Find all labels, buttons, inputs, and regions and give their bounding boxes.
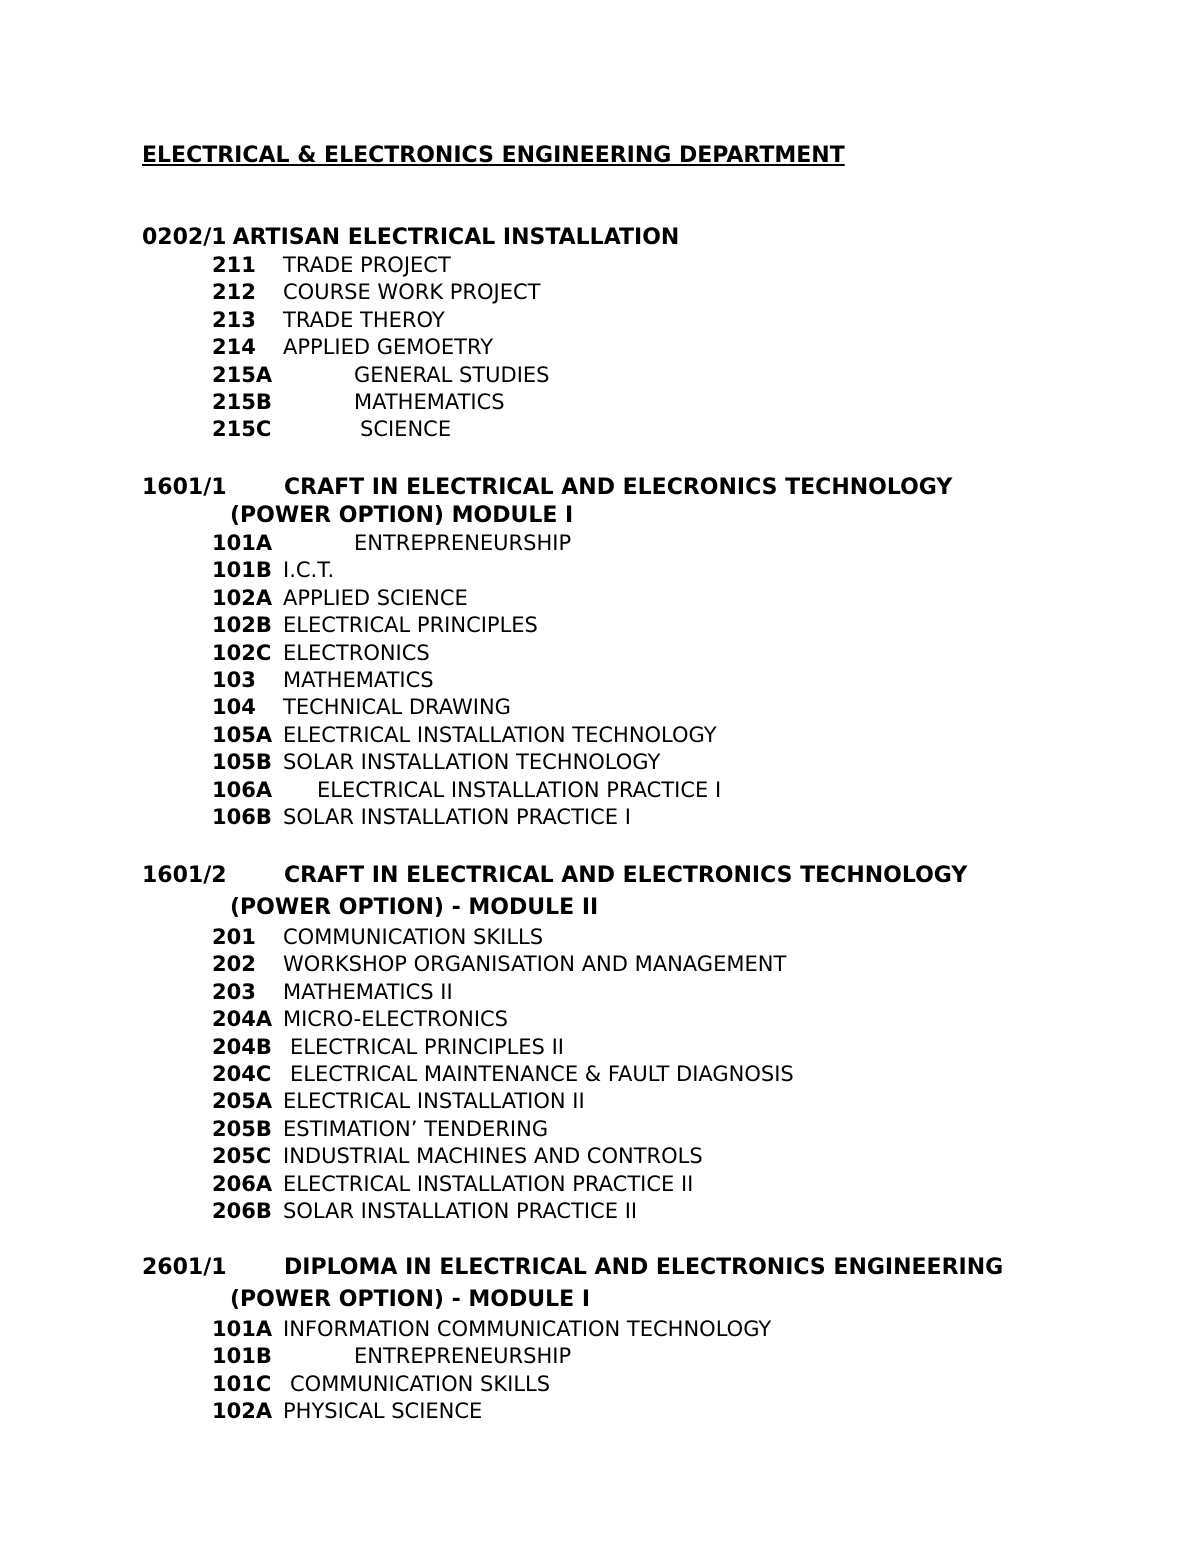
subject-name: ENTREPRENEURSHIP xyxy=(354,531,572,555)
subject-code: 202 xyxy=(212,952,256,977)
subject-code: 102B xyxy=(212,613,272,638)
subject-name: APPLIED GEMOETRY xyxy=(283,335,494,360)
subject-code: 104 xyxy=(212,695,256,720)
subject-name: ELECTRICAL MAINTENANCE & FAULT DIAGNOSIS xyxy=(290,1061,794,1086)
section-artisan-electrical-installation xyxy=(142,224,1142,444)
subject-code: 203 xyxy=(212,979,256,1004)
section-subtitle: (POWER OPTION) - MODULE I xyxy=(230,1287,591,1312)
subject-code: 206B xyxy=(212,1198,272,1223)
subject-code: 101B xyxy=(212,558,272,583)
subject-code: 215C xyxy=(212,417,272,442)
subject-name: MATHEMATICS xyxy=(283,667,434,692)
list-item xyxy=(142,416,1142,443)
subject-code: 105A xyxy=(212,722,273,747)
list-item xyxy=(142,557,1142,584)
subject-code: 101C xyxy=(212,1371,272,1396)
subject-name: COURSE WORK PROJECT xyxy=(283,280,541,305)
subject-name: SOLAR INSTALLATION PRACTICE I xyxy=(283,804,631,829)
subject-code: 106A xyxy=(212,777,273,802)
document-title: ELECTRICAL & ELECTRONICS ENGINEERING DEPARTMENT xyxy=(142,143,845,168)
subject-name: PHYSICAL SCIENCE xyxy=(283,1399,483,1424)
subject-list xyxy=(142,924,1142,1225)
subject-code: 204C xyxy=(212,1061,272,1086)
subject-name: APPLIED SCIENCE xyxy=(283,585,468,610)
list-item xyxy=(142,252,1142,279)
section-subtitle: (POWER OPTION) - MODULE II xyxy=(230,895,599,920)
subject-name: WORKSHOP ORGANISATION AND MANAGEMENT xyxy=(283,952,787,977)
subject-name: TRADE PROJECT xyxy=(283,253,451,277)
subject-code: 102C xyxy=(212,640,272,665)
list-item xyxy=(142,749,1142,776)
section-title: CRAFT IN ELECTRICAL AND ELECRONICS TECHNOLOGY xyxy=(284,475,953,500)
subject-code: 103 xyxy=(212,667,256,692)
subject-code: 215A xyxy=(212,362,273,387)
section-heading xyxy=(142,224,1142,252)
subject-code: 206A xyxy=(212,1171,273,1196)
list-item xyxy=(142,530,1142,557)
list-item xyxy=(142,389,1142,416)
subject-name: ENTREPRENEURSHIP xyxy=(354,1344,572,1369)
list-item xyxy=(142,694,1142,721)
section-code: 1601/1 xyxy=(142,475,227,500)
section-code: 1601/2 xyxy=(142,863,227,888)
list-item xyxy=(142,1088,1142,1115)
subject-code: 211 xyxy=(212,253,256,277)
list-item xyxy=(142,334,1142,361)
list-item xyxy=(142,667,1142,694)
subject-code: 105B xyxy=(212,750,272,775)
subject-code: 201 xyxy=(212,925,256,949)
section-heading xyxy=(142,862,1142,890)
section-code: 2601/1 xyxy=(142,1255,227,1280)
subject-name: GENERAL STUDIES xyxy=(354,362,550,387)
subject-name: SOLAR INSTALLATION TECHNOLOGY xyxy=(283,750,661,775)
subject-code: 213 xyxy=(212,307,256,332)
list-item xyxy=(142,307,1142,334)
subject-code: 205B xyxy=(212,1116,272,1141)
subject-name: MATHEMATICS II xyxy=(283,979,453,1004)
subject-name: COMMUNICATION SKILLS xyxy=(283,925,544,949)
section-code: 0202/1 xyxy=(142,225,227,250)
subject-list xyxy=(142,1316,1142,1426)
subject-name: INDUSTRIAL MACHINES AND CONTROLS xyxy=(283,1144,703,1169)
subject-code: 214 xyxy=(212,335,256,360)
list-item xyxy=(142,585,1142,612)
section-craft-module-2 xyxy=(142,862,1142,1225)
list-item xyxy=(142,640,1142,667)
list-item xyxy=(142,1143,1142,1170)
subject-code: 212 xyxy=(212,280,256,305)
section-title: ARTISAN ELECTRICAL INSTALLATION xyxy=(232,225,680,250)
list-item xyxy=(142,1343,1142,1370)
subject-list xyxy=(142,252,1142,444)
subject-name: ESTIMATION’ TENDERING xyxy=(283,1116,549,1141)
subject-name: TECHNICAL DRAWING xyxy=(283,695,511,720)
subject-code: 101A xyxy=(212,1317,273,1341)
section-subtitle: (POWER OPTION) MODULE I xyxy=(230,503,574,528)
list-item xyxy=(142,804,1142,831)
subject-code: 205A xyxy=(212,1089,273,1114)
list-item xyxy=(142,979,1142,1006)
list-item xyxy=(142,1371,1142,1398)
subject-name: I.C.T. xyxy=(283,558,335,583)
subject-name: INFORMATION COMMUNICATION TECHNOLOGY xyxy=(283,1317,772,1341)
subject-name: SCIENCE xyxy=(360,417,452,442)
section-heading xyxy=(142,474,1142,502)
section-craft-module-1 xyxy=(142,474,1142,831)
subject-code: 102A xyxy=(212,1399,273,1424)
subject-code: 215B xyxy=(212,389,272,414)
subject-name: ELECTRONICS xyxy=(283,640,430,665)
subject-name: COMMUNICATION SKILLS xyxy=(290,1371,551,1396)
list-item xyxy=(142,362,1142,389)
list-item xyxy=(142,722,1142,749)
subject-name: ELECTRICAL PRINCIPLES II xyxy=(290,1034,564,1059)
subject-code: 205C xyxy=(212,1144,272,1169)
section-heading xyxy=(142,1254,1142,1282)
list-item xyxy=(142,1171,1142,1198)
subject-code: 204A xyxy=(212,1007,273,1032)
subject-name: MATHEMATICS xyxy=(354,389,505,414)
list-item xyxy=(142,924,1142,951)
subject-name: ELECTRICAL INSTALLATION PRACTICE I xyxy=(317,777,722,802)
list-item xyxy=(142,1034,1142,1061)
subject-name: SOLAR INSTALLATION PRACTICE II xyxy=(283,1198,638,1223)
subject-name: ELECTRICAL INSTALLATION TECHNOLOGY xyxy=(283,722,717,747)
section-title: CRAFT IN ELECTRICAL AND ELECTRONICS TECHNOLOGY xyxy=(284,863,968,888)
subject-list xyxy=(142,530,1142,831)
subject-name: TRADE THEROY xyxy=(283,307,445,332)
subject-code: 102A xyxy=(212,585,273,610)
section-title: DIPLOMA IN ELECTRICAL AND ELECTRONICS ENGINEERING xyxy=(284,1255,1004,1280)
subject-code: 204B xyxy=(212,1034,272,1059)
subject-code: 106B xyxy=(212,804,272,829)
subject-code: 101A xyxy=(212,531,273,555)
list-item xyxy=(142,612,1142,639)
subject-code: 101B xyxy=(212,1344,272,1369)
section-diploma-module-1 xyxy=(142,1254,1142,1426)
list-item xyxy=(142,1061,1142,1088)
list-item xyxy=(142,279,1142,306)
list-item xyxy=(142,777,1142,804)
subject-name: ELECTRICAL INSTALLATION II xyxy=(283,1089,585,1114)
list-item xyxy=(142,1116,1142,1143)
list-item xyxy=(142,1006,1142,1033)
list-item xyxy=(142,1398,1142,1425)
list-item xyxy=(142,1316,1142,1343)
list-item xyxy=(142,1198,1142,1225)
subject-name: MICRO-ELECTRONICS xyxy=(283,1007,509,1032)
subject-name: ELECTRICAL INSTALLATION PRACTICE II xyxy=(283,1171,694,1196)
list-item xyxy=(142,951,1142,978)
subject-name: ELECTRICAL PRINCIPLES xyxy=(283,613,538,638)
